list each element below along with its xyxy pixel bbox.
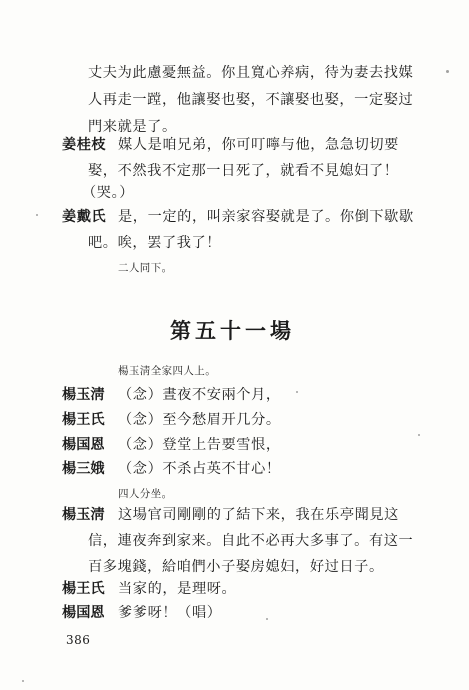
speaker-name: 楊玉淸	[62, 387, 105, 403]
speaker-name: 楊国恩	[62, 437, 105, 453]
scan-speck	[22, 680, 24, 682]
text-line: 門来就是了。	[88, 119, 177, 135]
stage-direction: 四人分坐。	[118, 488, 173, 500]
stage-direction: （哭。）	[82, 185, 135, 201]
dialogue-line: 娶，不然我不定那一日死了，就看不見媳妇了！	[88, 163, 399, 179]
dialogue-line: 媒人是咱兄弟，你可叮嚀与他，急急切切要	[118, 137, 399, 153]
speaker-name: 楊国恩	[62, 605, 105, 621]
speaker-name: 楊王氏	[62, 581, 105, 597]
verse-line: （念）晝夜不安兩个月，	[118, 387, 281, 403]
scan-speck	[418, 434, 420, 436]
page-number: 386	[66, 633, 91, 647]
verse-line: （念）不杀占英不甘心！	[118, 461, 281, 477]
stage-direction: 二人同下。	[118, 262, 173, 274]
scene-title: 第五十一場	[170, 318, 295, 343]
scan-speck	[296, 391, 298, 393]
speaker-name: 楊玉淸	[62, 507, 105, 523]
scan-speck	[266, 618, 268, 620]
scan-speck	[36, 214, 38, 216]
verse-line: （念）登堂上告要雪恨，	[118, 437, 281, 453]
speaker-name: 姜桂枝	[62, 137, 107, 153]
dialogue-line: 信，連夜奔到家来。自此不必再大多事了。有这一	[88, 533, 414, 549]
dialogue-line: 当家的，是理呀。	[118, 581, 237, 597]
speaker-name: 姜戴氏	[62, 209, 107, 225]
dialogue-line: 吧。唉，罢了我了！	[88, 235, 222, 251]
dialogue-line: 是，一定的，叫亲家容娶就是了。你倒下歇歇	[118, 209, 414, 225]
speaker-name: 楊王氏	[62, 412, 105, 428]
speaker-name: 楊三娥	[62, 461, 105, 477]
text-line: 丈夫为此慮憂無益。你且寬心养病，待为妻去找媒	[88, 65, 414, 81]
scan-speck	[446, 70, 449, 73]
dialogue-line: 百多塊錢，給咱們小子娶房媳妇，好过日子。	[88, 559, 384, 575]
verse-line: （念）至今愁眉开几分。	[118, 412, 281, 428]
stage-direction: 楊玉淸全家四人上。	[118, 365, 217, 377]
dialogue-line: 这場官司剛剛的了結下来，我在乐亭聞見这	[118, 507, 399, 523]
dialogue-line: 爹爹呀！（唱）	[118, 605, 222, 621]
text-line: 人再走一蹚，他讓娶也娶，不讓娶也娶，一定娶过	[88, 92, 414, 108]
